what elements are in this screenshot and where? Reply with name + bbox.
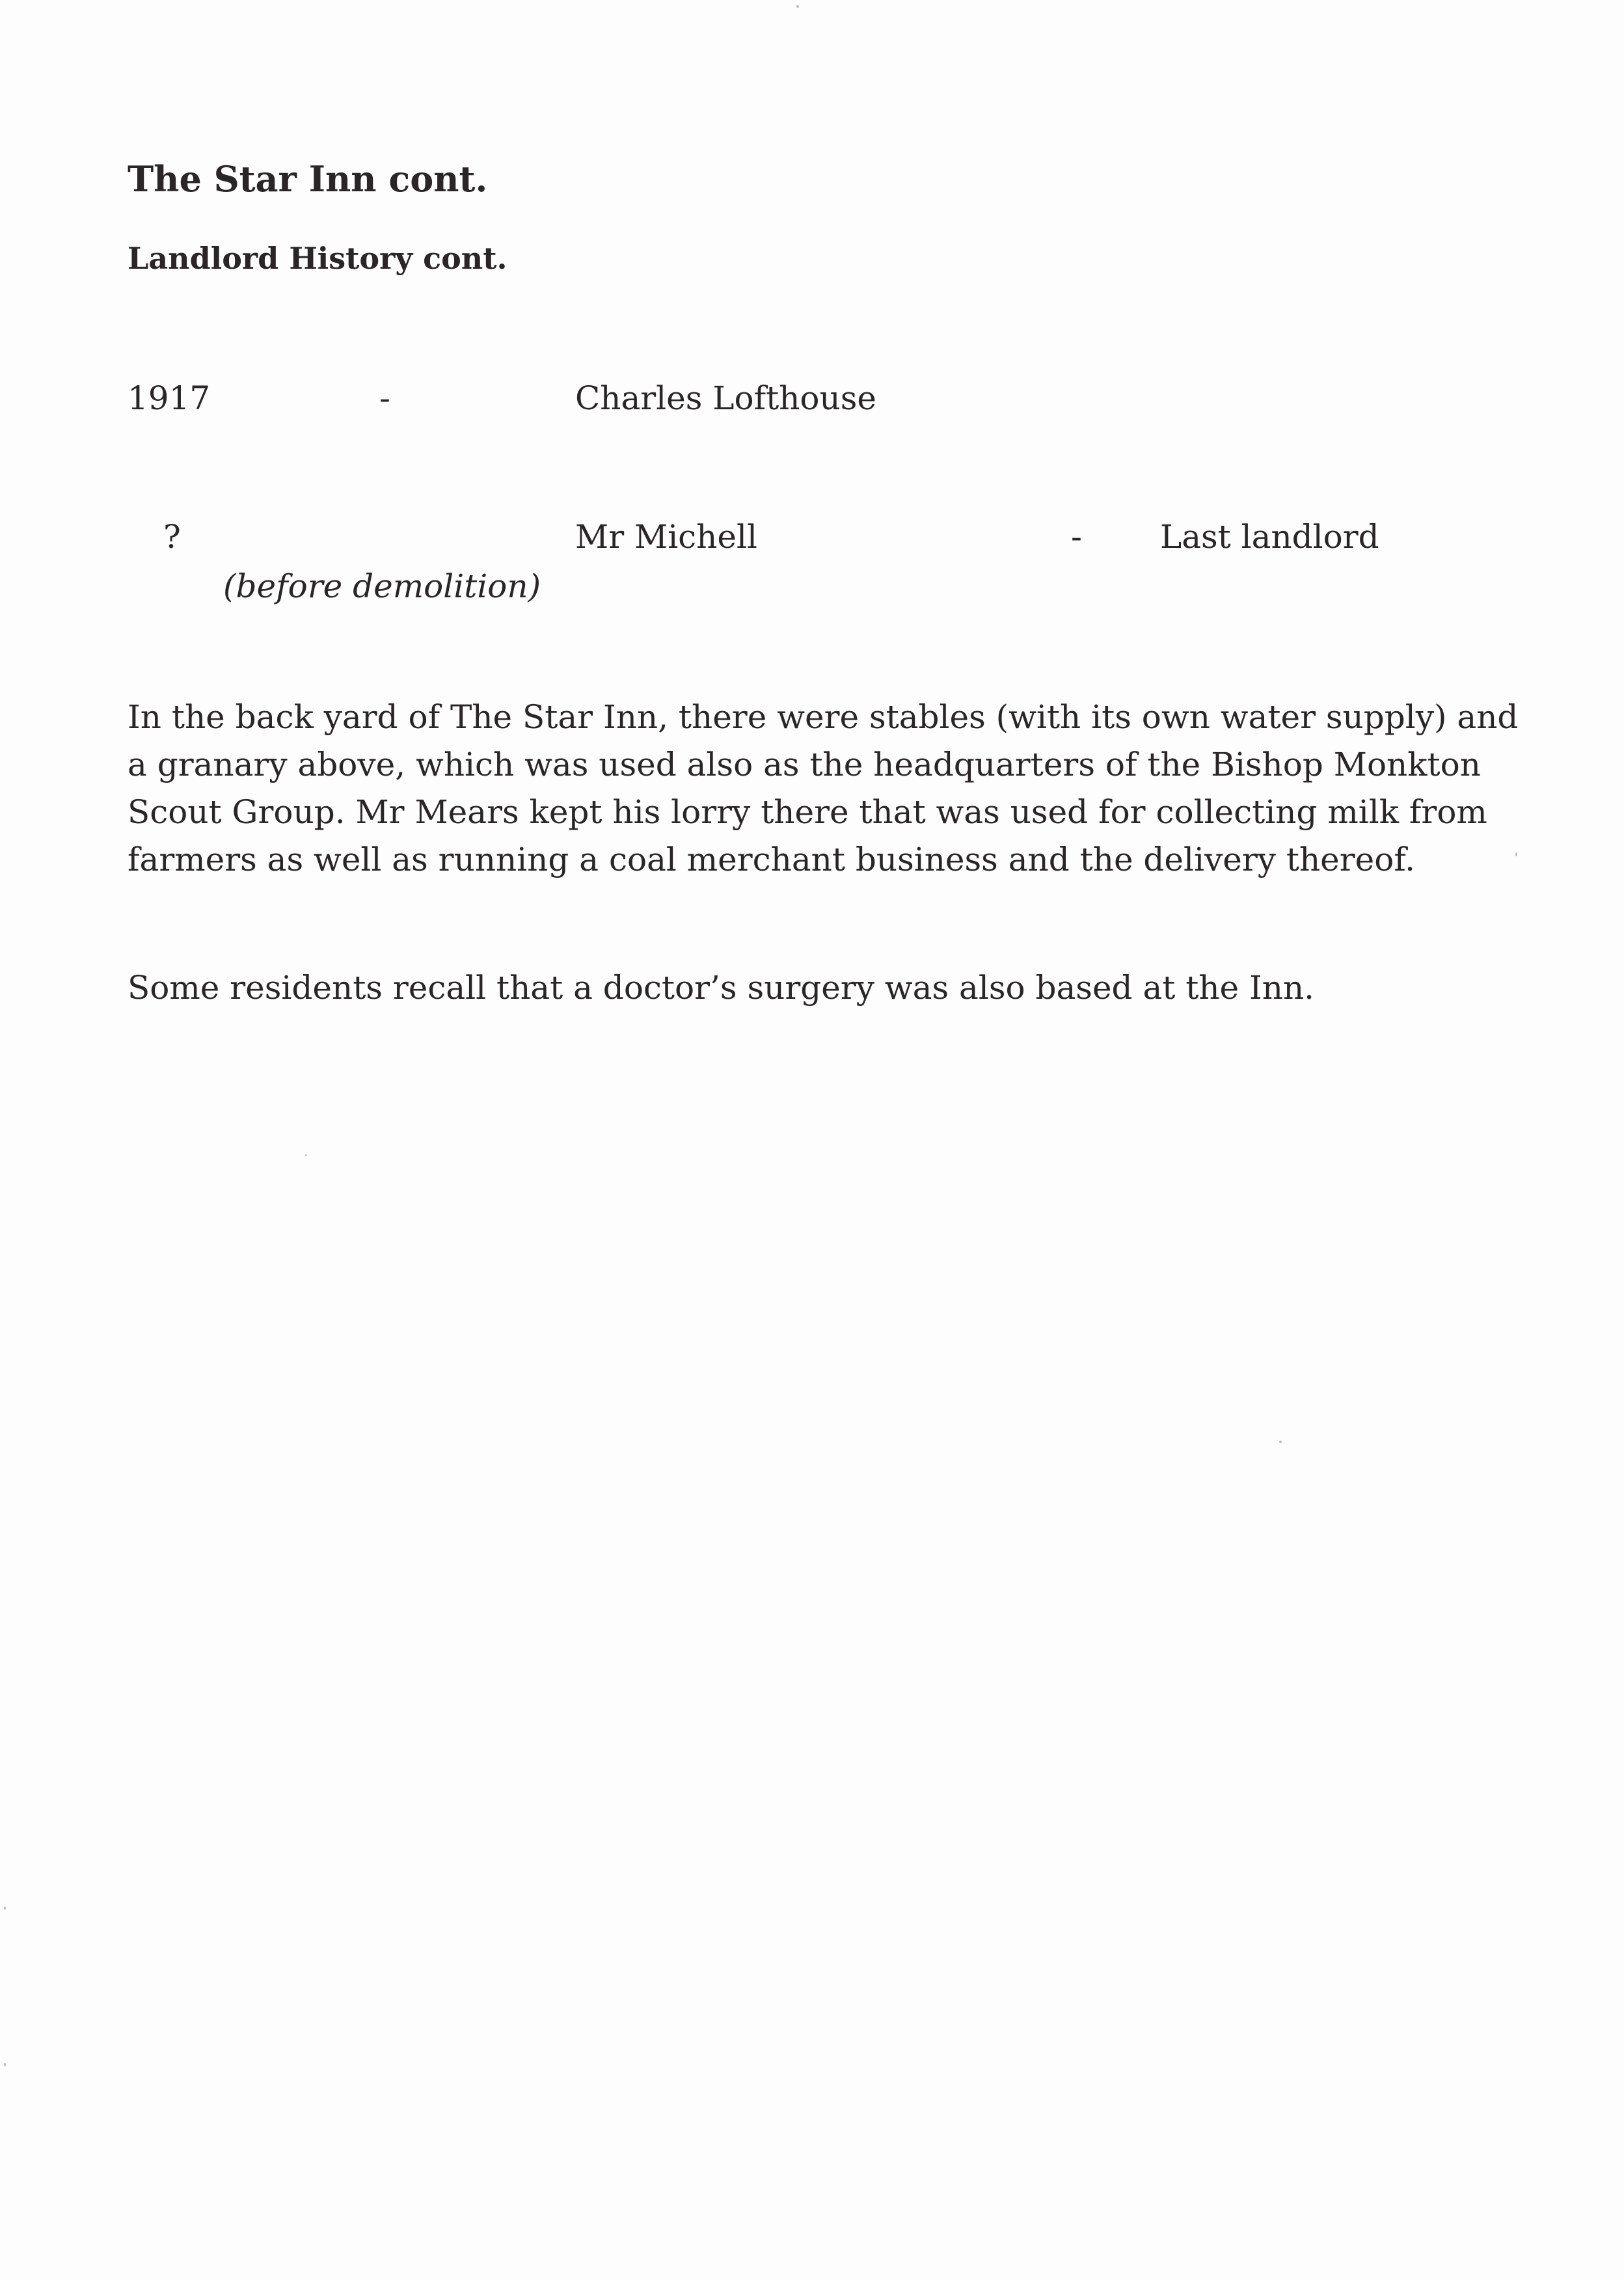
page-title: The Star Inn cont. [128, 158, 488, 200]
landlord-year: ? [163, 518, 181, 556]
separator-dash: - [1071, 518, 1082, 556]
scan-speck [1279, 1441, 1282, 1443]
landlord-name: Mr Michell [575, 518, 757, 556]
paragraph: In the back yard of The Star Inn, there were stables (with its own water supply) and a granary above, which was used also as the headquarters of the Bishop Monkton Scout Group. Mr Mears kept his lorry there that was used for collecting milk from farmers as well as running a coal merchant business and the delivery thereof. [128, 698, 1519, 878]
landlord-year-note: (before demolition) [223, 567, 541, 605]
landlord-name: Charles Lofthouse [575, 379, 876, 417]
separator-dash: - [379, 379, 390, 417]
scan-speck [4, 2063, 6, 2067]
landlord-note: Last landlord [1160, 518, 1379, 556]
landlord-year: 1917 [128, 379, 211, 417]
section-subtitle: Landlord History cont. [128, 241, 508, 276]
scan-speck [1515, 852, 1517, 856]
scan-speck [305, 1154, 307, 1156]
scan-speck [796, 5, 799, 8]
paragraph: Some residents recall that a doctor’s surgery was also based at the Inn. [128, 969, 1315, 1007]
scan-speck [4, 1907, 6, 1910]
